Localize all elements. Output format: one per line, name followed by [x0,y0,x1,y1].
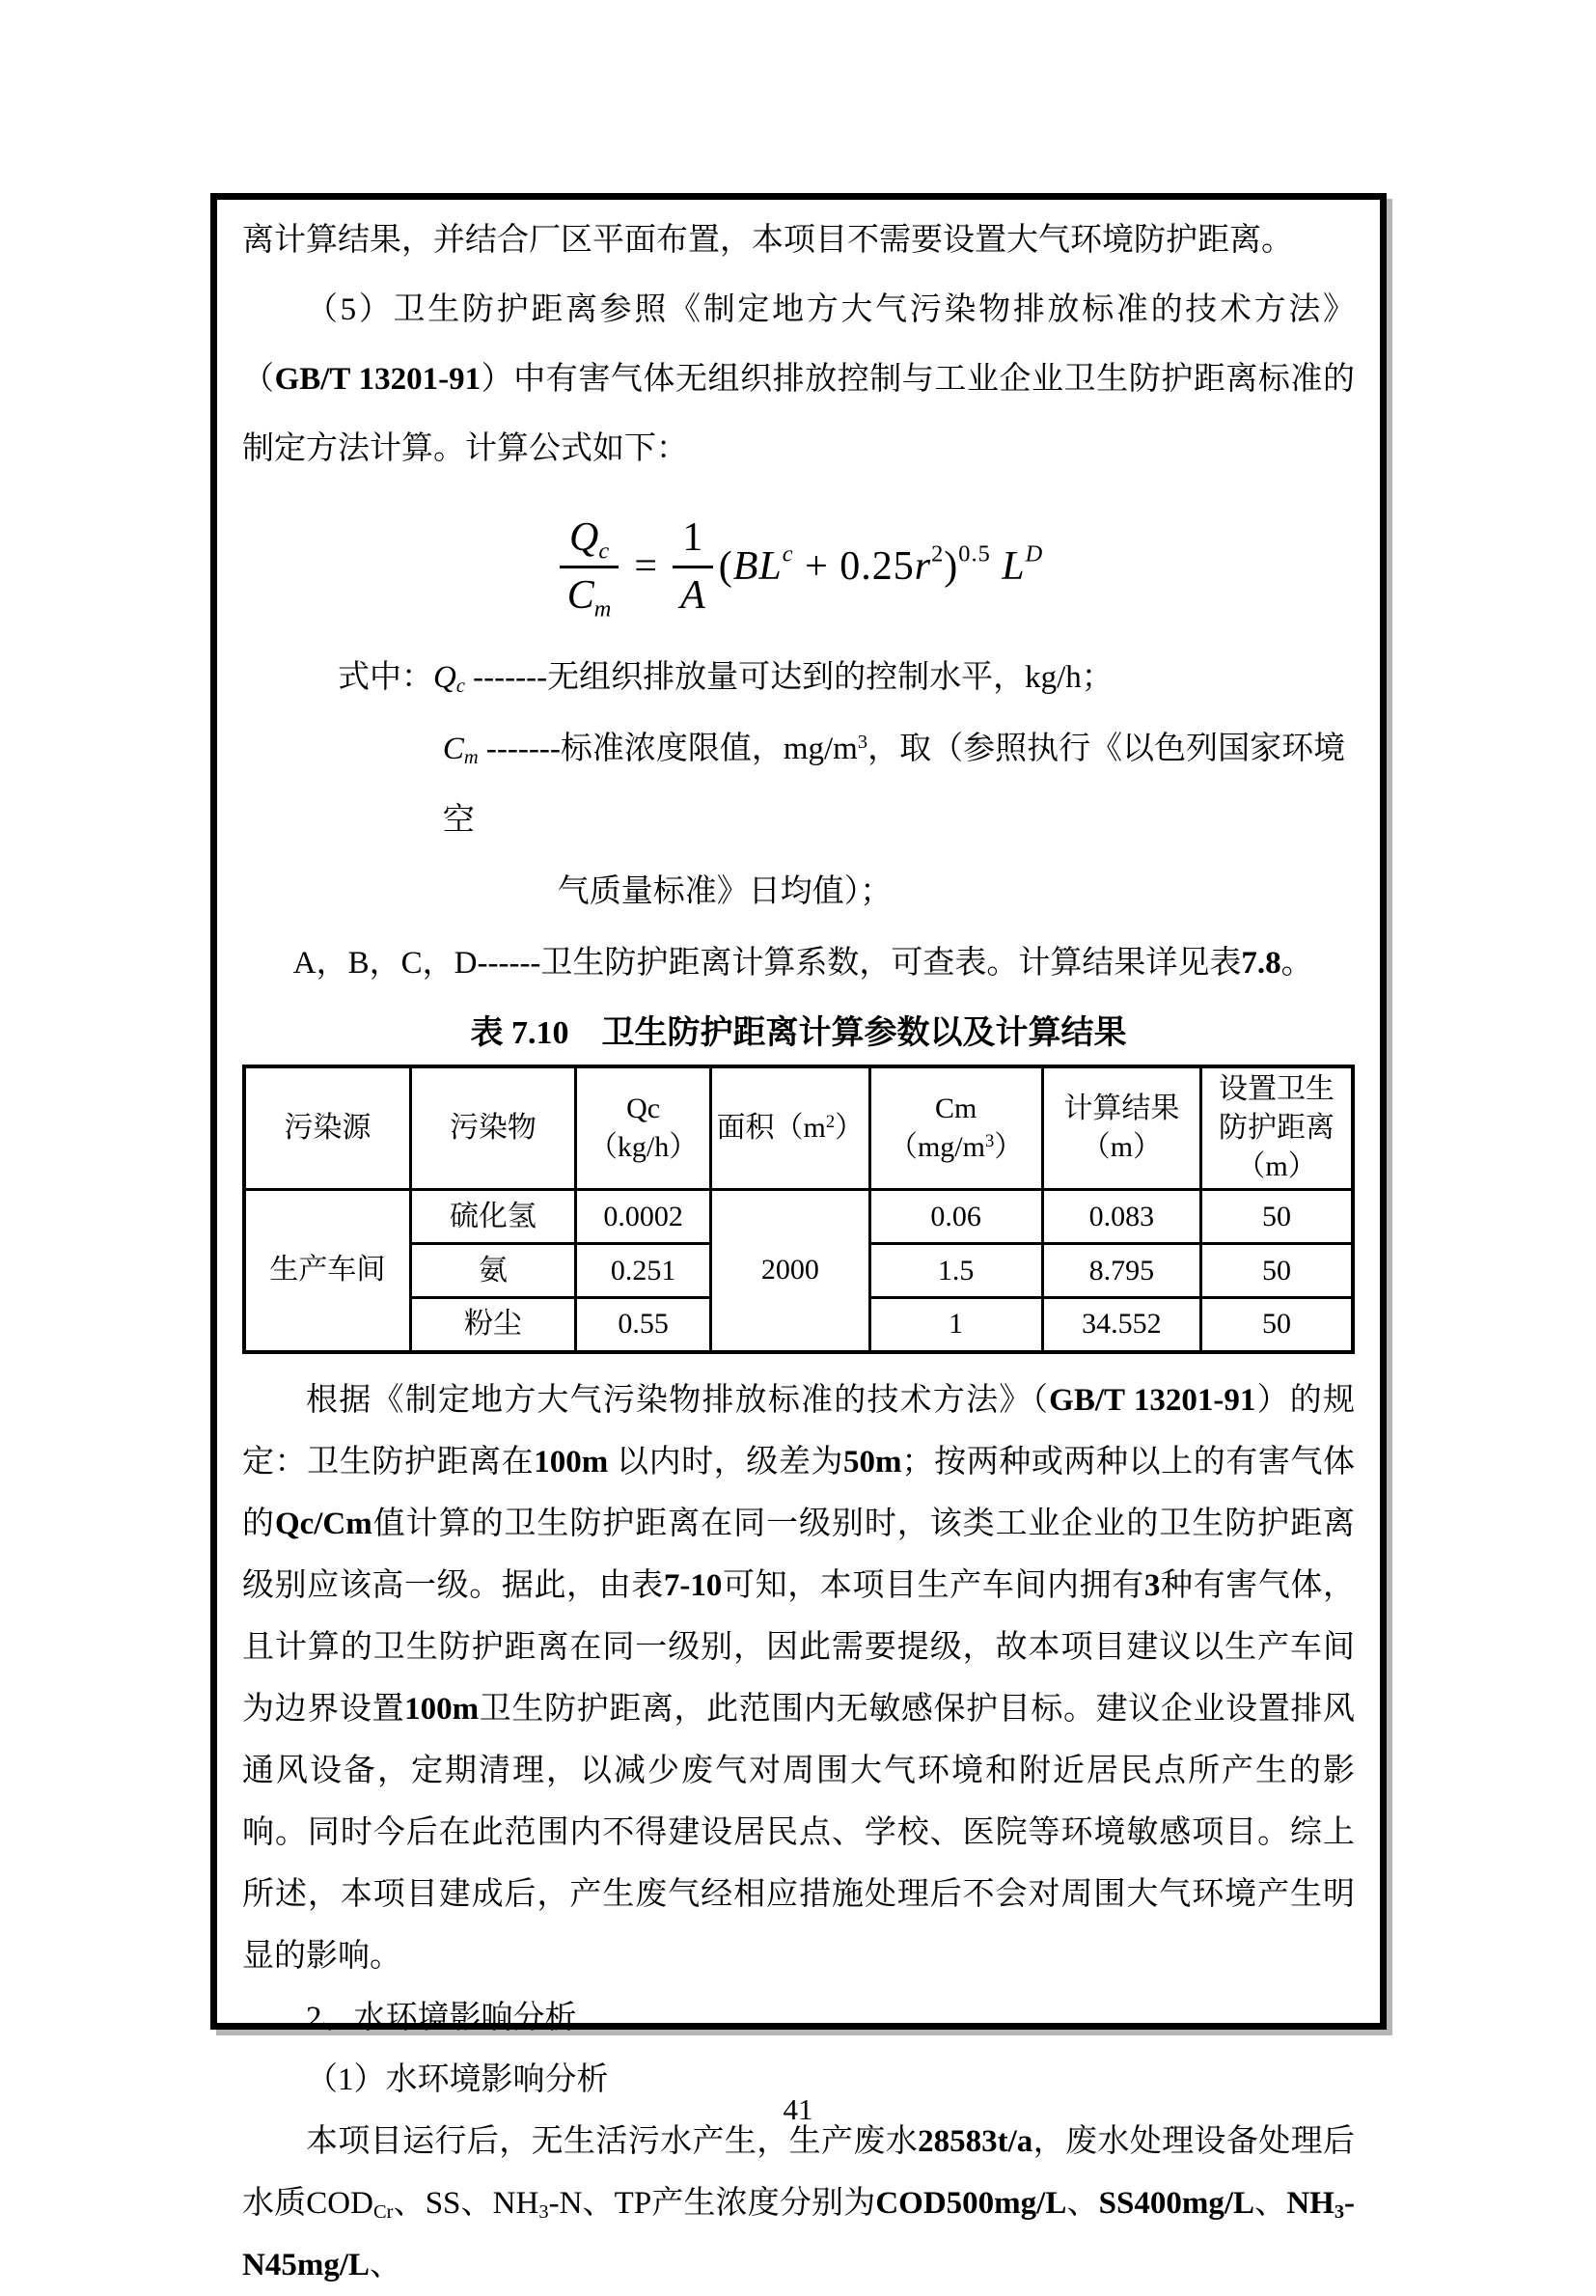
formula-equals-sign: = [634,544,658,589]
water-section [242,1987,1355,2296]
formula-lhs-denominator: $C_m$ [560,566,619,619]
table-cell-source: 生产车间 [244,1190,410,1352]
table-header-distance: 设置卫生 防护距离 （m） [1201,1066,1353,1190]
paragraph-continuation: 离计算结果，并结合厂区平面布置，本项目不需要设置大气环境防护距离。 [242,223,1293,258]
table-cell-qc: 0.0002 [576,1190,711,1244]
legend-line-abcd: A，B，C，D------卫生防护距离计算系数，可查表。计算结果详见表7.8。 [292,946,1313,981]
table-cell-qc: 0.55 [576,1298,711,1352]
paragraph-water: 本项目运行后，无生活污水产生，生产废水28583t/a，废水处理设备处理后水质$COD_{Cr}$、SS、$NH_3-N$、TP产生浓度分别为COD500mg/L、SS400mg/L、$NH_3-N45mg/L$、 [242,2123,1356,2282]
formula-lhs-numerator: $Q_c$ [569,515,610,565]
table-cell-pollutant: 硫化氢 [410,1190,575,1244]
legend-line-cm-continuation: 气质量标准》日均值）； [557,874,893,909]
formula-rhs-numerator: 1 [682,515,703,560]
section-heading-2-1: （1）水环境影响分析 [306,2061,609,2097]
table-cell-cm: 1 [869,1298,1042,1352]
table-cell-result: 8.795 [1042,1244,1200,1298]
table-cell-area: 2000 [711,1190,869,1352]
table-cell-pollutant: 氨 [410,1244,575,1298]
table-cell-distance: 50 [1201,1190,1353,1244]
formula-lhs-fraction [560,514,619,622]
formula-rhs-denominator: A [673,566,713,619]
formula-expression: $(BL^c + 0.25r^2)^{0.5}$ $L^D$ [718,540,1044,589]
paragraph-item5: （5）卫生防护距离参照《制定地方大气污染物排放标准的技术方法》（GB/T 13201-91）中有害气体无组织排放控制与工业企业卫生防护距离标准的制定方法计算。计算公式如下： [242,292,1356,466]
table-cell-cm: 1.5 [869,1244,1042,1298]
table-header-cm: $Cm(mg/m^3)$ [869,1066,1042,1190]
table-header-pollutant: 污染物 [410,1066,575,1190]
table-cell-distance: 50 [1201,1298,1353,1352]
table-header-qc: Qc （kg/h） [576,1066,711,1190]
legend-line-cm: $C_m$ -------标准浓度限值，$mg/m^3$，取（参照执行《以色列国家环境空 [442,731,1346,838]
table-header-row [244,1066,1353,1190]
table-cell-result: 0.083 [1042,1190,1200,1244]
intro-block [242,206,1355,484]
legend-line-qc: 式中：$Q_c$ -------无组织排放量可达到的控制水平，kg/h； [338,660,1114,698]
table-header-area: 面积$(m^2)$ [711,1066,869,1190]
table-header-source: 污染源 [244,1066,410,1190]
table-cell-qc: 0.251 [576,1244,711,1298]
formula-rhs-fraction [673,514,713,619]
table-row [244,1190,1353,1244]
table-title: 表 7.10 卫生防护距离计算参数以及计算结果 [470,1015,1127,1051]
formula-legend [242,642,1355,999]
table-header-result: 计算结果 （m） [1042,1066,1200,1190]
table-cell-cm: 0.06 [869,1190,1042,1244]
table-cell-pollutant: 粉尘 [410,1298,575,1352]
table-cell-result: 34.552 [1042,1298,1200,1352]
formula [242,509,1355,624]
sanitary-distance-table [242,1065,1355,1354]
paragraph-rule: 根据《制定地方大气污染物排放标准的技术方法》（GB/T 13201-91）的规定：卫生防护距离在100m 以内时，级差为50m；按两种或两种以上的有害气体的Qc/Cm值计算的卫生防护距离在同一级别时，该类工业企业的卫生防护距离级别应该高一级。据此，由表7-10可知，本项目生产车间内拥有3种有害气体，且计算的卫生防护距离在同一级别，因此需要提级，故本项目建议以生产车间为边界设置100m卫生防护距离，此范围内无敏感保护目标。建议企业设置排风通风设备，定期清理，以减少废气对周围大气环境和附近居民点所产生的影响。同时今后在此范围内不得建设居民点、学校、医院等环境敏感项目。综上所述，本项目建成后，产生废气经相应措施处理后不会对周围大气环境产生明显的影响。 [242,1382,1356,1974]
section-heading-2: 2、水环境影响分析 [306,2000,577,2035]
page-number: 41 [783,2092,813,2126]
table-cell-distance: 50 [1201,1244,1353,1298]
